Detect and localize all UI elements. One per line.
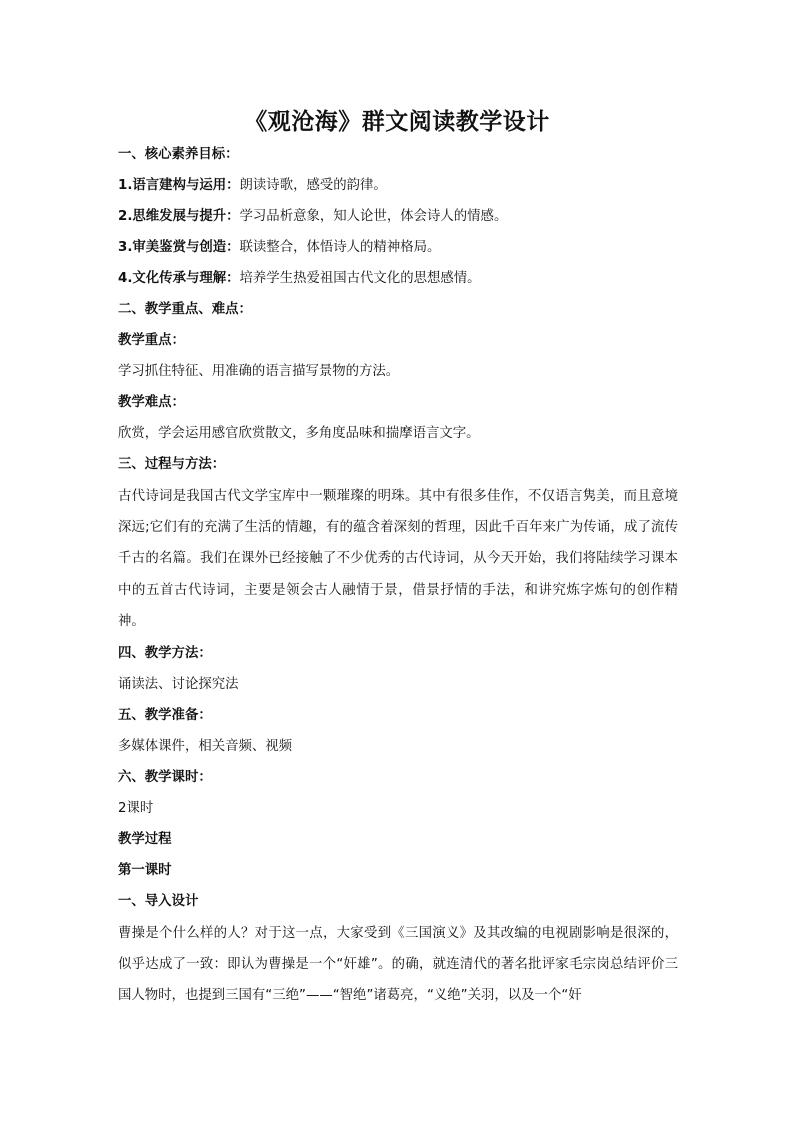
intro-design-heading: 一、导入设计 xyxy=(118,894,199,909)
section-heading-preparation: 五、教学准备： xyxy=(118,708,212,723)
goal-label: 4.文化传承与理解： xyxy=(118,271,240,286)
hours-text: 2课时 xyxy=(118,801,154,816)
goal-item-4 xyxy=(118,269,678,289)
difficulty-label: 教学难点： xyxy=(118,395,185,410)
goal-text: 联读整合，体悟诗人的精神格局。 xyxy=(239,240,441,255)
key-point-text: 学习抓住特征、用准确的语言描写景物的方法。 xyxy=(118,364,400,379)
goal-text: 朗读诗歌，感受的韵律。 xyxy=(239,178,387,193)
goal-label: 1.语言建构与运用： xyxy=(118,178,240,193)
process-paragraph: 古代诗词是我国古代文学宝库中一颗璀璨的明珠。其中有很多佳作，不仅语言隽美，而且意境深远;它们有的充满了生活的情趣，有的蕴含着深刻的哲理，因此千百年来广为传诵，成了流传千古的名篇。我们在课外已经接触了不少优秀的古代诗词，从今天开始，我们将陆续学习课本中的五首古代诗词，主要是领会古人融情于景，借景抒情的手法，和讲究炼字炼句的创作精神。 xyxy=(118,489,678,629)
teaching-process-heading: 教学过程 xyxy=(118,832,172,847)
section-heading-methods: 四、教学方法： xyxy=(118,646,212,661)
section-heading-hours: 六、教学课时： xyxy=(118,770,212,785)
goal-label: 3.审美鉴赏与创造： xyxy=(118,240,240,255)
goal-label: 2.思维发展与提升： xyxy=(118,209,240,224)
section-heading-focus: 二、教学重点、难点： xyxy=(118,302,252,317)
intro-paragraph: 曹操是个什么样的人？对于这一点，大家受到《三国演义》及其改编的电视剧影响是很深的，似乎达成了一致：即认为曹操是一个“奸雄”。的确，就连清代的著名批评家毛宗岗总结评价三国人物时，也提到三国有“三绝”——“智绝”诸葛亮，“义绝”关羽，以及一个“奸 xyxy=(118,926,678,1004)
difficulty-text: 欣赏，学会运用感官欣赏散文，多角度品味和揣摩语言文字。 xyxy=(118,426,480,441)
goal-text: 培养学生热爱祖国古代文化的思想感情。 xyxy=(239,271,481,286)
preparation-text: 多媒体课件，相关音频、视频 xyxy=(118,739,293,754)
lesson-one-heading: 第一课时 xyxy=(118,863,172,878)
document-title: 《观沧海》群文阅读教学设计 xyxy=(244,109,550,135)
section-heading-goals: 一、核心素养目标： xyxy=(118,147,239,162)
key-point-label: 教学重点： xyxy=(118,333,185,348)
methods-text: 诵读法、讨论探究法 xyxy=(118,677,239,692)
section-heading-process: 三、过程与方法： xyxy=(118,457,226,472)
goal-item-2 xyxy=(118,207,678,227)
goal-text: 学习品析意象，知人论世，体会诗人的情感。 xyxy=(239,209,508,224)
goal-item-3 xyxy=(118,238,678,258)
goal-item-1 xyxy=(118,176,678,196)
